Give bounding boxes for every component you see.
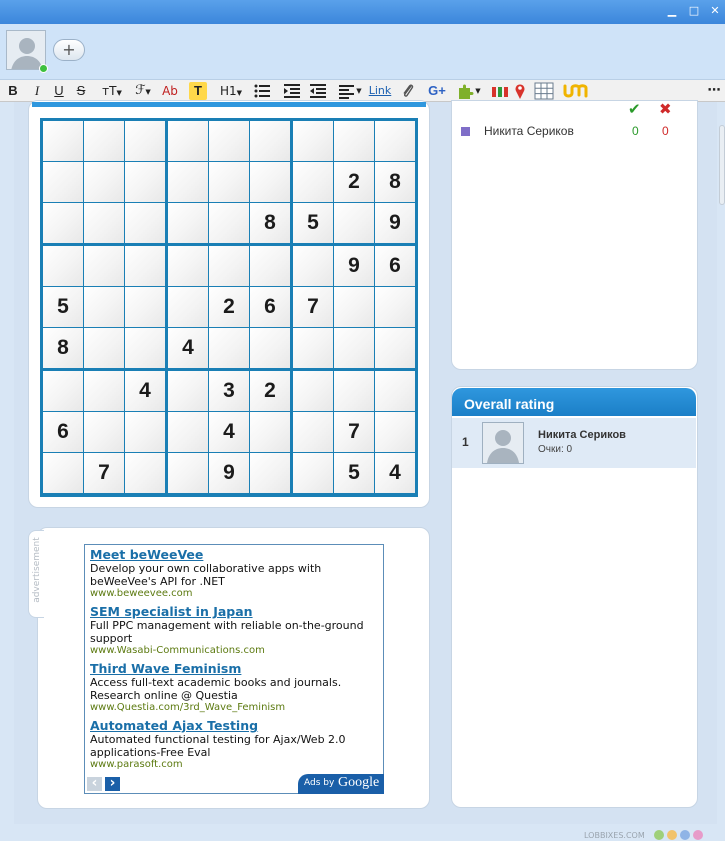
- sudoku-cell-r3c8[interactable]: [334, 203, 374, 243]
- chevron-down-icon: ▼: [356, 87, 362, 95]
- sudoku-cell-r7c8[interactable]: [334, 371, 374, 411]
- sudoku-cell-r5c1[interactable]: 5: [43, 287, 83, 327]
- paperclip-icon[interactable]: [399, 82, 417, 100]
- sudoku-cell-r7c3[interactable]: 4: [125, 371, 165, 411]
- ad-side-tab: [28, 530, 44, 618]
- sudoku-cell-r4c1[interactable]: [43, 246, 83, 286]
- sudoku-cell-r2c2[interactable]: [84, 162, 124, 202]
- google-label: Google: [338, 775, 380, 790]
- outdent-icon[interactable]: [309, 82, 327, 100]
- chevron-down-icon: ▼: [116, 89, 122, 97]
- sudoku-cell-r6c6[interactable]: [250, 328, 290, 368]
- avatar: [482, 422, 524, 464]
- sudoku-cell-r6c7[interactable]: [293, 328, 333, 368]
- ad-1-description: Develop your own collaborative apps with beWeeVee's API for .NET: [90, 562, 322, 588]
- player-wrong-count: 0: [662, 124, 669, 138]
- sudoku-cell-r9c9[interactable]: 4: [375, 453, 415, 493]
- heading-label: H1: [219, 84, 237, 98]
- app-header: [0, 24, 725, 80]
- ad-4-title[interactable]: Automated Ajax Testing: [90, 718, 259, 733]
- mascots-icon: [652, 828, 722, 840]
- sudoku-cell-r3c5[interactable]: [209, 203, 249, 243]
- wrong-cross-icon: ✖: [659, 100, 672, 118]
- user-silhouette-icon: [483, 423, 523, 463]
- grid-glyph: [534, 82, 554, 100]
- close-button[interactable]: ✕: [710, 4, 720, 17]
- sudoku-cell-r3c1[interactable]: [43, 203, 83, 243]
- ad-3-url[interactable]: www.Questia.com/3rd_Wave_Feminism: [90, 702, 286, 713]
- online-status-dot: [39, 64, 48, 73]
- sudoku-cell-r7c4[interactable]: [168, 371, 208, 411]
- sudoku-cell-r8c8[interactable]: 7: [334, 412, 374, 452]
- font-family-label: ℱ: [135, 83, 146, 98]
- ad-3-description: Access full-text academic books and journals. Research online @ Questia: [90, 676, 342, 702]
- player-color-marker: [461, 127, 470, 136]
- sudoku-cell-r4c9[interactable]: 6: [375, 246, 415, 286]
- minimize-button[interactable]: ▁: [667, 4, 677, 17]
- ad-1-title[interactable]: Meet beWeeVee: [90, 547, 204, 562]
- sudoku-cell-r5c2[interactable]: [84, 287, 124, 327]
- bullet-list-icon[interactable]: [253, 82, 271, 100]
- player-name: Никита Сериков: [484, 124, 574, 138]
- sudoku-cell-r8c2[interactable]: [84, 412, 124, 452]
- align-button[interactable]: [337, 82, 363, 100]
- sudoku-cell-r7c6[interactable]: 2: [250, 371, 290, 411]
- logo-glyph: [562, 82, 590, 100]
- sudoku-panel-header-edge: [32, 102, 426, 107]
- bars-glyph: [490, 82, 510, 100]
- font-size-label: тТ: [102, 84, 117, 98]
- more-icon[interactable]: ⋯: [707, 83, 721, 98]
- sudoku-cell-r7c7[interactable]: [293, 371, 333, 411]
- sudoku-cell-r1c1[interactable]: [43, 121, 83, 161]
- sudoku-cell-r9c3[interactable]: [125, 453, 165, 493]
- paperclip-glyph: [399, 82, 417, 100]
- sudoku-cell-r1c7[interactable]: [293, 121, 333, 161]
- extensions-button[interactable]: [455, 82, 483, 100]
- sudoku-cell-r8c5[interactable]: 4: [209, 412, 249, 452]
- chevron-down-icon: ▼: [236, 89, 243, 97]
- sudoku-cell-r1c2[interactable]: [84, 121, 124, 161]
- sudoku-cell-r8c9[interactable]: [375, 412, 415, 452]
- sudoku-cell-r5c3[interactable]: [125, 287, 165, 327]
- sudoku-cell-r2c6[interactable]: [250, 162, 290, 202]
- sudoku-cell-r7c1[interactable]: [43, 371, 83, 411]
- ads-by-label: Ads by: [304, 778, 335, 788]
- heading-button[interactable]: [217, 82, 245, 100]
- rating-points: Очки: 0: [538, 444, 573, 455]
- sudoku-cell-r8c7[interactable]: [293, 412, 333, 452]
- sudoku-cell-r5c6[interactable]: 6: [250, 287, 290, 327]
- sudoku-cell-r3c3[interactable]: [125, 203, 165, 243]
- sudoku-cell-r2c9[interactable]: 8: [375, 162, 415, 202]
- sudoku-cell-r6c3[interactable]: [125, 328, 165, 368]
- ad-2-description: Full PPC management with reliable on-the-ground support: [90, 619, 364, 645]
- sudoku-cell-r9c1[interactable]: [43, 453, 83, 493]
- rating-player-name: Никита Сериков: [538, 429, 626, 441]
- sudoku-cell-r7c2[interactable]: [84, 371, 124, 411]
- sudoku-cell-r6c1[interactable]: 8: [43, 328, 83, 368]
- sudoku-cell-r9c7[interactable]: [293, 453, 333, 493]
- sudoku-cell-r1c6[interactable]: [250, 121, 290, 161]
- sudoku-cell-r3c2[interactable]: [84, 203, 124, 243]
- ads-by-google-badge[interactable]: [298, 774, 384, 794]
- highlight-button[interactable]: T: [189, 82, 207, 100]
- font-size-button[interactable]: [98, 82, 126, 100]
- sudoku-cell-r5c7[interactable]: 7: [293, 287, 333, 327]
- ad-next-button[interactable]: ›: [105, 777, 120, 791]
- maximize-button[interactable]: □: [688, 4, 700, 17]
- sudoku-cell-r1c4[interactable]: [168, 121, 208, 161]
- sudoku-cell-r4c6[interactable]: [250, 246, 290, 286]
- sudoku-cell-r4c7[interactable]: [293, 246, 333, 286]
- text-color-button[interactable]: Ab: [162, 84, 178, 98]
- ad-prev-button[interactable]: ‹: [87, 777, 102, 791]
- sudoku-cell-r1c5[interactable]: [209, 121, 249, 161]
- sudoku-cell-r2c8[interactable]: 2: [334, 162, 374, 202]
- footer-brand: LOBBIXES.COM: [584, 831, 645, 840]
- chevron-down-icon: ▼: [145, 88, 151, 96]
- poll-icon[interactable]: [490, 82, 510, 100]
- add-button[interactable]: +: [53, 39, 85, 61]
- sudoku-cell-r4c3[interactable]: [125, 246, 165, 286]
- sudoku-cell-r9c6[interactable]: [250, 453, 290, 493]
- chevron-down-icon: ▼: [475, 87, 481, 95]
- sudoku-cell-r6c2[interactable]: [84, 328, 124, 368]
- side-scrollbar[interactable]: [719, 125, 725, 205]
- italic-button[interactable]: I: [34, 83, 40, 98]
- sudoku-cell-r7c9[interactable]: [375, 371, 415, 411]
- sudoku-cell-r1c3[interactable]: [125, 121, 165, 161]
- sudoku-cell-r4c4[interactable]: [168, 246, 208, 286]
- sudoku-cell-r6c9[interactable]: [375, 328, 415, 368]
- sudoku-cell-r3c6[interactable]: 8: [250, 203, 290, 243]
- score-row: [458, 124, 698, 142]
- sudoku-cell-r6c5[interactable]: [209, 328, 249, 368]
- formatting-toolbar: [0, 80, 725, 102]
- lobbixes-logo-icon[interactable]: [562, 82, 590, 100]
- strikethrough-button[interactable]: S: [76, 83, 86, 98]
- sudoku-grid-icon[interactable]: [534, 82, 554, 100]
- sudoku-cell-r8c4[interactable]: [168, 412, 208, 452]
- align-left-icon: [338, 82, 356, 100]
- sudoku-cell-r7c5[interactable]: 3: [209, 371, 249, 411]
- sudoku-cell-r9c4[interactable]: [168, 453, 208, 493]
- sudoku-cell-r2c1[interactable]: [43, 162, 83, 202]
- sudoku-cell-r2c7[interactable]: [293, 162, 333, 202]
- sudoku-cell-r5c4[interactable]: [168, 287, 208, 327]
- sudoku-cell-r9c2[interactable]: 7: [84, 453, 124, 493]
- sudoku-cell-r4c2[interactable]: [84, 246, 124, 286]
- window-titlebar: [0, 0, 725, 24]
- rating-title: Overall rating: [452, 388, 696, 416]
- ad-2-url[interactable]: www.Wasabi-Communications.com: [90, 645, 265, 656]
- sudoku-cell-r3c9[interactable]: 9: [375, 203, 415, 243]
- link-button[interactable]: Link: [368, 84, 392, 97]
- ad-side-label: advertisement: [32, 537, 42, 603]
- bullet-list-glyph: [253, 82, 271, 100]
- sudoku-cell-r2c4[interactable]: [168, 162, 208, 202]
- sudoku-cell-r9c5[interactable]: 9: [209, 453, 249, 493]
- sudoku-cell-r8c6[interactable]: [250, 412, 290, 452]
- rating-rank: 1: [462, 435, 469, 449]
- sudoku-cell-r4c8[interactable]: 9: [334, 246, 374, 286]
- ad-4-description: Automated functional testing for Ajax/Web 2.0 applications-Free Eval: [90, 733, 346, 759]
- outdent-glyph: [309, 82, 327, 100]
- sudoku-cell-r6c4[interactable]: 4: [168, 328, 208, 368]
- underline-button[interactable]: U: [54, 83, 64, 98]
- sudoku-cell-r9c8[interactable]: 5: [334, 453, 374, 493]
- puzzle-icon: [457, 82, 475, 100]
- indent-glyph: [283, 82, 301, 100]
- sudoku-cell-r3c4[interactable]: [168, 203, 208, 243]
- sudoku-cell-r1c8[interactable]: [334, 121, 374, 161]
- map-pin-icon[interactable]: [513, 82, 527, 100]
- correct-check-icon: ✔: [628, 100, 641, 118]
- sudoku-cell-r5c9[interactable]: [375, 287, 415, 327]
- sudoku-cell-r3c7[interactable]: 5: [293, 203, 333, 243]
- font-family-button[interactable]: [131, 82, 155, 100]
- sudoku-cell-r5c8[interactable]: [334, 287, 374, 327]
- indent-icon[interactable]: [283, 82, 301, 100]
- sudoku-cell-r8c3[interactable]: [125, 412, 165, 452]
- sudoku-cell-r8c1[interactable]: 6: [43, 412, 83, 452]
- ad-1-url[interactable]: www.beweevee.com: [90, 588, 193, 599]
- rating-row[interactable]: [452, 418, 696, 468]
- ad-4-url[interactable]: www.parasoft.com: [90, 759, 183, 770]
- sudoku-cell-r4c5[interactable]: [209, 246, 249, 286]
- player-correct-count: 0: [632, 124, 639, 138]
- bold-button[interactable]: B: [8, 83, 18, 98]
- google-plus-button[interactable]: G+: [428, 83, 446, 98]
- sudoku-cell-r6c8[interactable]: [334, 328, 374, 368]
- ad-3-title[interactable]: Third Wave Feminism: [90, 661, 242, 676]
- ad-2-title[interactable]: SEM specialist in Japan: [90, 604, 253, 619]
- sudoku-cell-r2c5[interactable]: [209, 162, 249, 202]
- sudoku-cell-r5c5[interactable]: 2: [209, 287, 249, 327]
- sudoku-cell-r1c9[interactable]: [375, 121, 415, 161]
- map-pin-glyph: [513, 82, 527, 100]
- sudoku-cell-r2c3[interactable]: [125, 162, 165, 202]
- sudoku-grid: [40, 118, 418, 497]
